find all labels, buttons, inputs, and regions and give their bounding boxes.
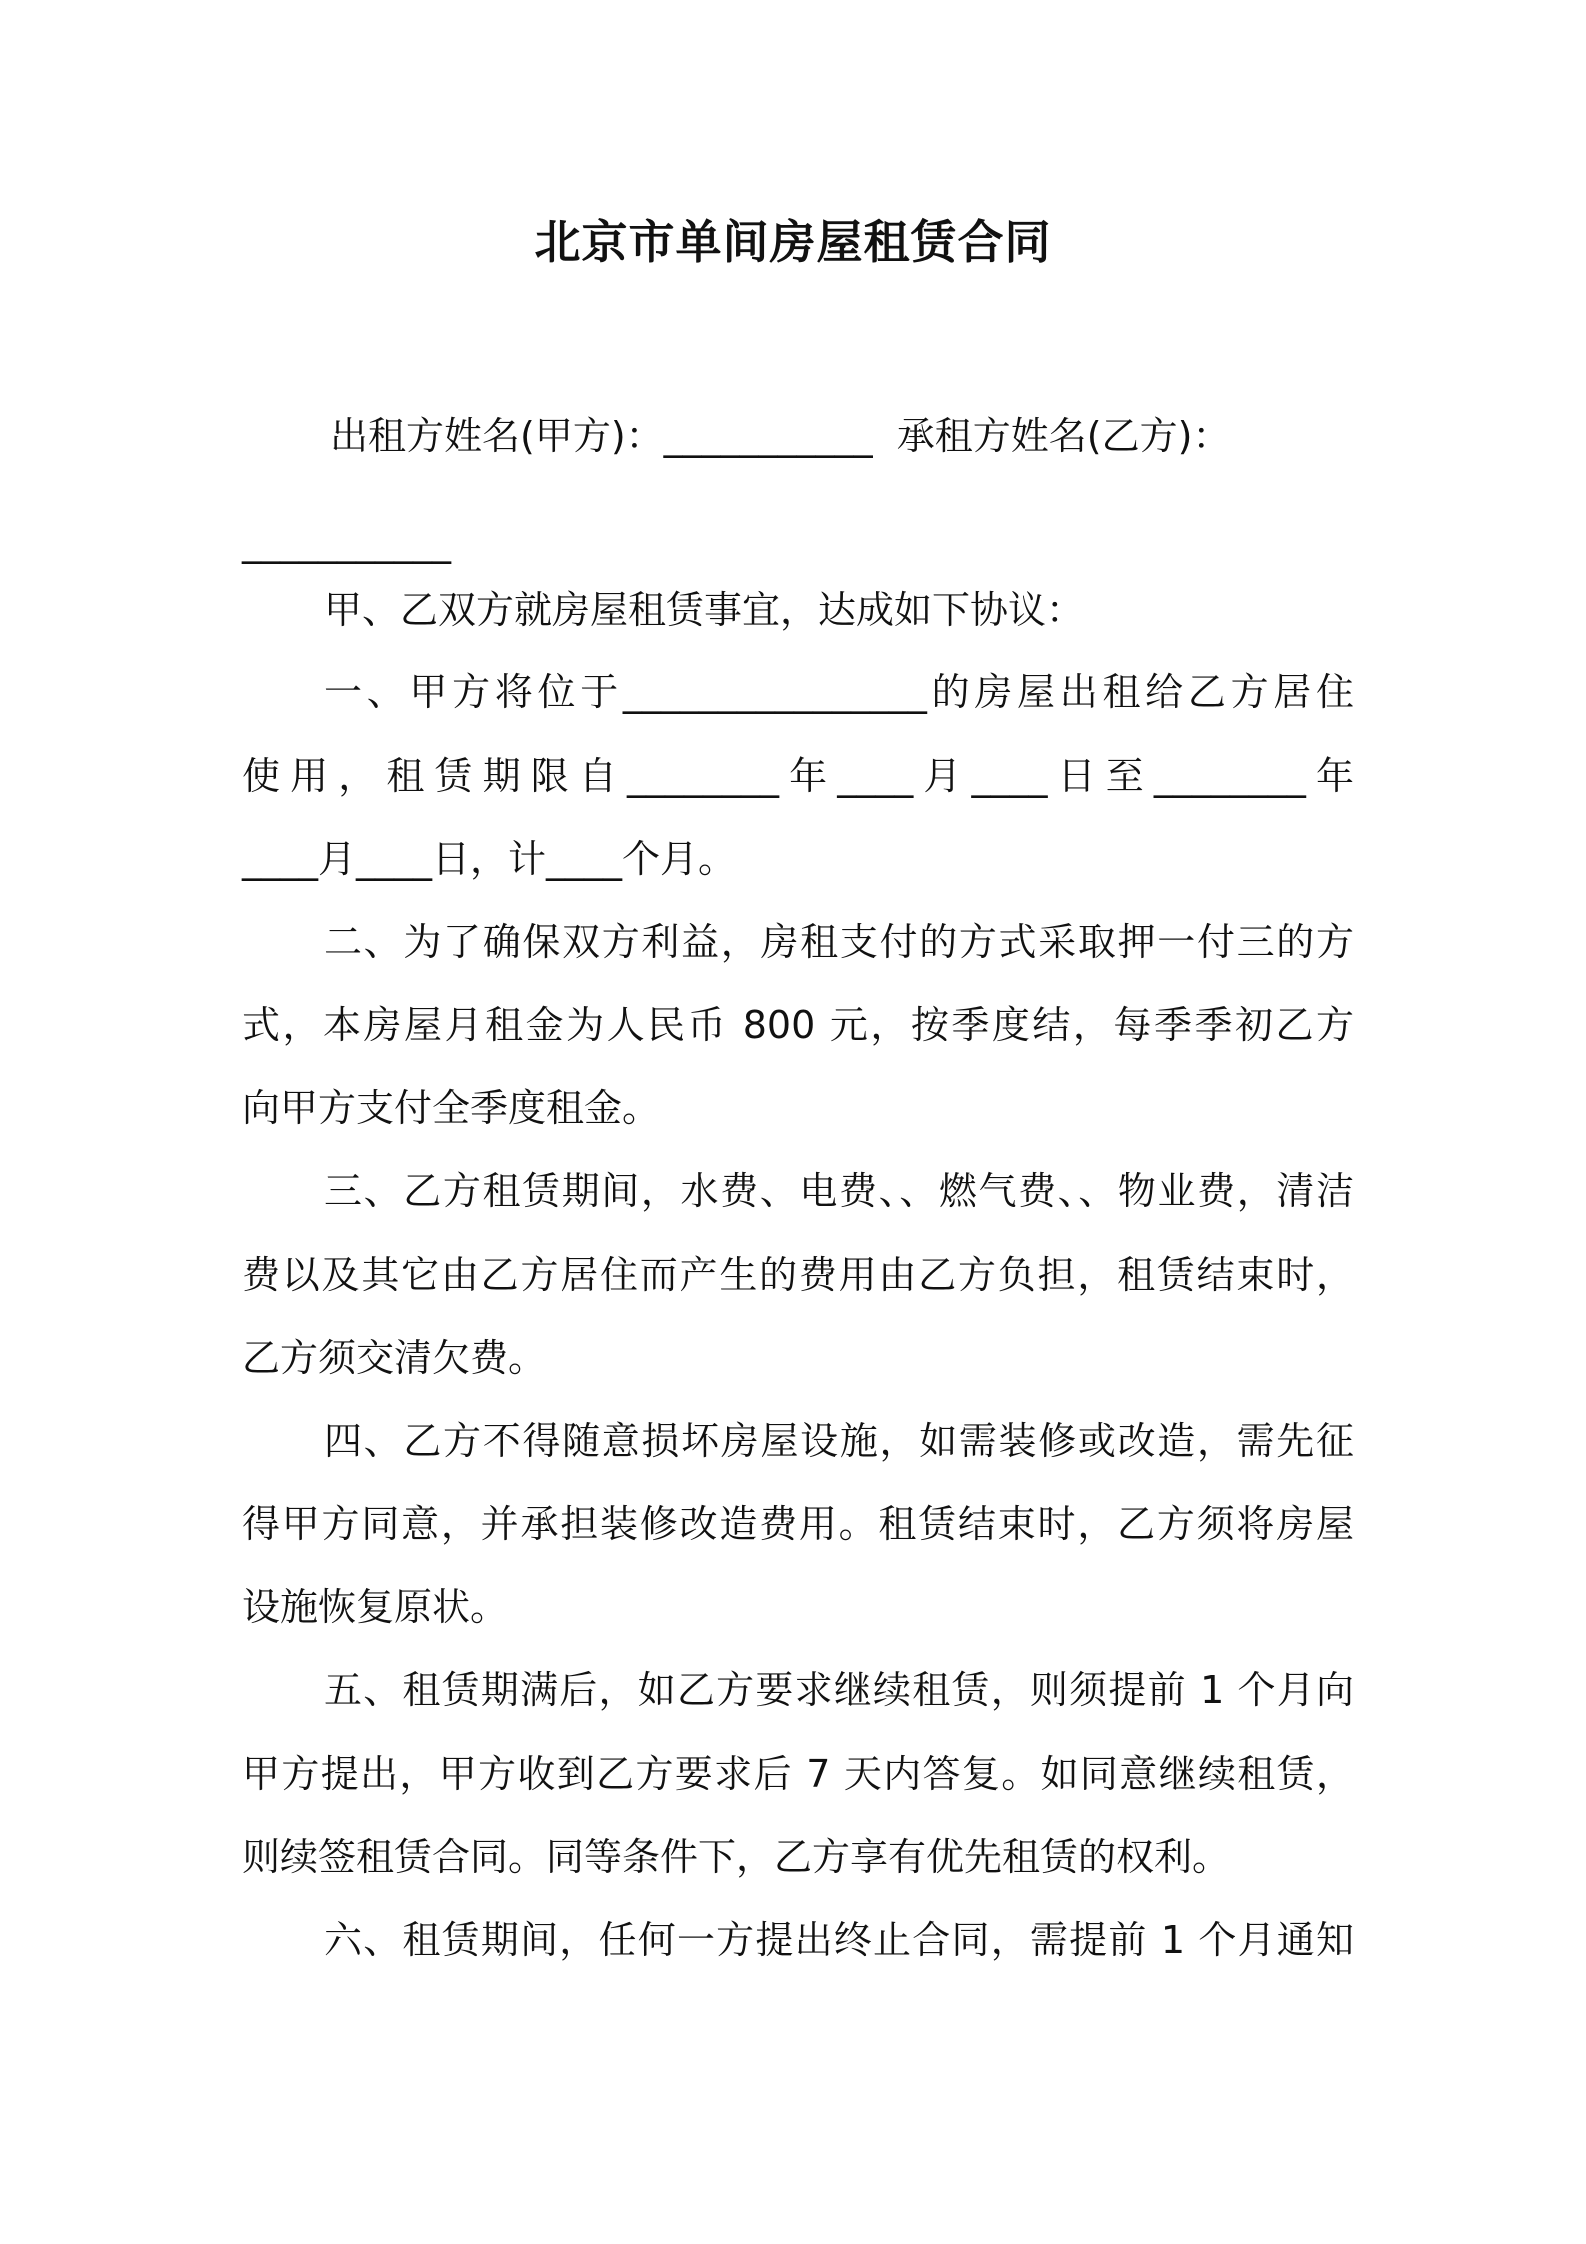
clause-2-line-1: 二、为了确保双方利益，房租支付的方式采取押一付三的方 — [324, 920, 1354, 964]
clause-1-line-2: 使用，租赁期限自________年____月____日至________年 — [242, 754, 1354, 798]
clause-2-line-2: 式，本房屋月租金为人民币 800 元，按季度结，每季季初乙方 — [242, 1003, 1354, 1047]
clause-3-line-1: 三、乙方租赁期间，水费、电费、、燃气费、、物业费，清洁 — [324, 1169, 1354, 1213]
clause-3-line-3: 乙方须交清欠费。 — [242, 1336, 547, 1380]
clause-4-line-1: 四、乙方不得随意损坏房屋设施，如需装修或改造，需先征 — [324, 1419, 1354, 1463]
clause-6-line-1: 六、租赁期间，任何一方提出终止合同，需提前 1 个月通知 — [324, 1918, 1354, 1962]
party-names-line: 出租方姓名(甲方)：___________ 承租方姓名(乙方)： — [330, 414, 1231, 458]
clause-4-line-2: 得甲方同意，并承担装修改造费用。租赁结束时，乙方须将房屋 — [242, 1502, 1354, 1546]
clause-3-line-2: 费以及其它由乙方居住而产生的费用由乙方负担，租赁结束时， — [242, 1253, 1354, 1297]
clause-5-line-3: 则续签租赁合同。同等条件下，乙方享有优先租赁的权利。 — [242, 1835, 1231, 1879]
clause-4-line-3: 设施恢复原状。 — [242, 1585, 509, 1629]
agreement-intro: 甲、乙双方就房屋租赁事宜，达成如下协议： — [324, 588, 1085, 632]
party-b-blank-line: ___________ — [242, 520, 451, 564]
clause-1-line-3: ____月____日，计____个月。 — [242, 837, 737, 881]
clause-5-line-2: 甲方提出，甲方收到乙方要求后 7 天内答复。如同意继续租赁， — [242, 1752, 1354, 1796]
clause-1-line-1: 一、甲方将位于________________的房屋出租给乙方居住 — [324, 670, 1354, 714]
clause-5-line-1: 五、租赁期满后，如乙方要求继续租赁，则须提前 1 个月向 — [324, 1668, 1354, 1712]
document-title: 北京市单间房屋租赁合同 — [534, 215, 1052, 269]
clause-2-line-3: 向甲方支付全季度租金。 — [242, 1086, 661, 1130]
